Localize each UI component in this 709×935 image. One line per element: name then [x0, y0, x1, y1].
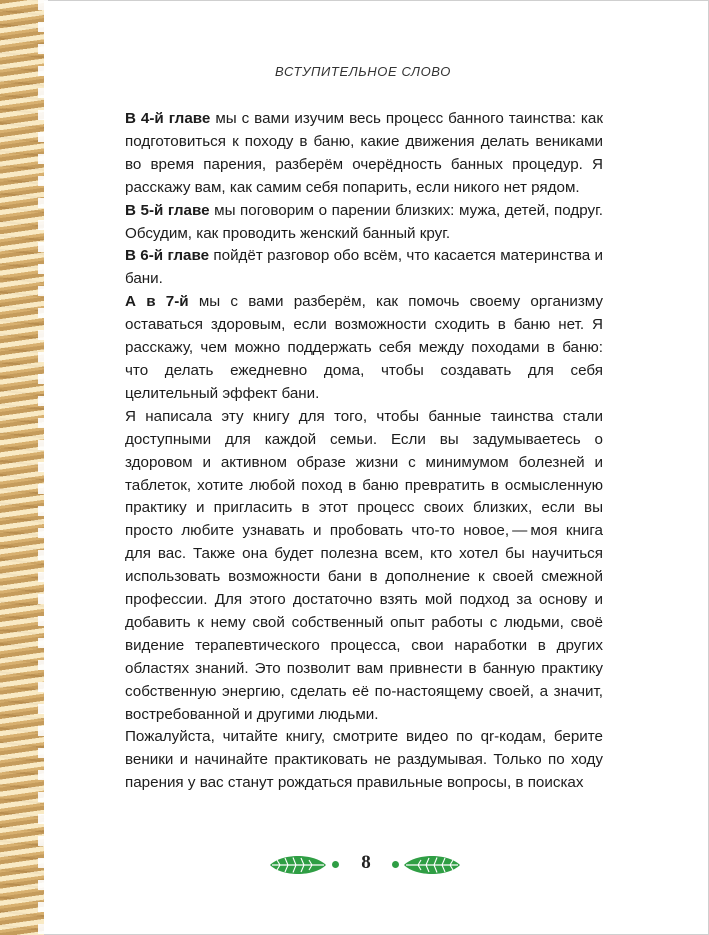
paragraph-chapter-5: [125, 200, 603, 246]
leaf-icon: [402, 854, 462, 876]
paragraph-text: мы с вами разберём, как помочь своему организму оставаться здоровым, если возможности сходить в баню нет. Я расскажу, чем можно поддержать себя между походами в баню: что делать ежедневно дома, чтобы создавать для себя целительный эффект бани.: [125, 293, 603, 402]
paragraph-chapter-6: [125, 245, 603, 291]
paragraph-lead: В 4-й главе: [125, 110, 211, 127]
paragraph-call-to-action: [125, 726, 603, 795]
paragraph-purpose: [125, 406, 603, 727]
paragraph-text: мы поговорим о парении близких: мужа, детей, подруг. Обсудим, как проводить женский банный круг.: [125, 201, 603, 242]
paragraph-text: мы с вами изучим весь процесс банного таинства: как подготовиться к походу в баню, какие движения делать вениками во время парения, разберём очерёдность банных процедур. Я расскажу вам, как самим себя попарить, если никого нет рядом.: [125, 110, 603, 196]
paragraph-text: Я написала эту книгу для того, чтобы банные таинства стали доступными для каждой семьи. Если вы задумываетесь о здоровом и активном образе жизни с минимумом болезней и таблеток, хотите любой поход в баню превратить в осмысленную практику и пригласить в этот процесс своих близких, если вы просто любите узнавать и пробовать что-то новое, — моя книга для вас. Также она будет полезна всем, кто хотел бы научиться использовать возможности бани в дополнение к своей смежной профессии. Для этого достаточно взять мой подход за основу и добавить к нему свой собственный опыт работы с людьми, своё видение терапевтического процесса, свои наработки в других областях знаний. Это позволит вам привнести в банную практику собственную энергию, сделать её по-настоящему своей, а значит, востребованной и другими людьми.: [125, 407, 603, 723]
paragraph-text: Пожалуйста, читайте книгу, смотрите видео по qr-кодам, берите веники и начинайте практиковать не раздумывая. Только по ходу парения у вас станут рождаться правильные вопросы, в поисках: [125, 728, 603, 792]
paragraph-lead: В 5-й главе: [125, 201, 210, 219]
paragraph-lead: А в 7-й: [125, 293, 189, 311]
dot-left: [332, 861, 339, 868]
paragraph-chapter-4: [125, 108, 603, 200]
decorative-strip-edge: [38, 0, 48, 935]
paragraph-lead: В 6-й главе: [125, 247, 210, 265]
leaf-icon: [268, 854, 328, 876]
dot-right: [392, 861, 399, 868]
paragraph-chapter-7: [125, 291, 603, 406]
running-header: ВСТУПИТЕЛЬНОЕ СЛОВО: [275, 64, 451, 79]
body-text: [125, 108, 603, 795]
page-footer: [268, 850, 464, 880]
paragraph-text: пойдёт разговор обо всём, что касается материнства и бани.: [125, 247, 603, 288]
page-number: 8: [361, 852, 371, 873]
